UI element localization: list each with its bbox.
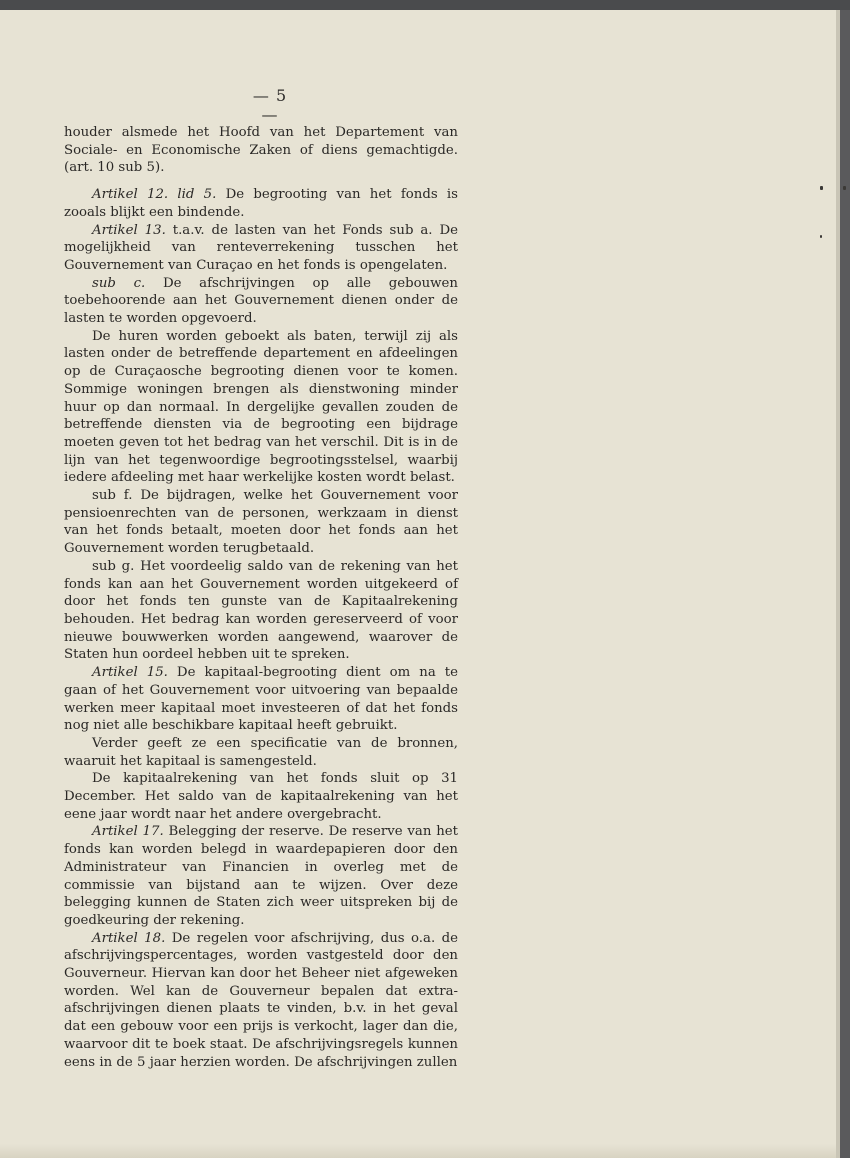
- paragraph: Artikel 13. t.a.v. de lasten van het Fonds sub a. De mogelijkheid van renteverrekening tusschen het Gouvernement van Curaçao en het fonds is opengelaten.: [64, 222, 458, 273]
- paragraph: De huren worden geboekt als baten, terwijl zij als lasten onder de betreffende departement en afdeelingen op de Curaçaosche begrooting dienen voor te komen. Sommige woningen brengen als dienstwoning minder huur op dan normaal. In dergelijke gevallen zouden de betreffende diensten via de begrooting een bijdrage moeten geven tot het bedrag van het verschil. Dit is in de lijn van het tegenwoordige begrootingsstelsel, waarbij iedere afdeeling met haar werkelijke kosten wordt belast.: [64, 328, 458, 486]
- paragraph: sub g. Het voordeelig saldo van de rekening van het fonds kan aan het Gouvernement worden uitgekeerd of door het fonds ten gunste van de Kapitaalrekening behouden. Het bedrag kan worden gereserveerd of voor nieuwe bouwwerken worden aangewend, waarover de Staten hun oordeel hebben uit te spreken.: [64, 558, 458, 663]
- paragraph: houder alsmede het Hoofd van het Departement van Sociale- en Economische Zaken of diens gemachtigde. (art. 10 sub 5).: [64, 125, 458, 176]
- article-heading: Artikel 12. lid 5.: [92, 187, 217, 203]
- scan-speck: [820, 186, 823, 190]
- paragraph: sub c. De afschrijvingen op alle gebouwen toebehoorende aan het Gouvernement dienen onder de lasten te worden opgevoerd.: [64, 275, 458, 327]
- article-heading: Artikel 15.: [92, 665, 168, 681]
- paragraph: De kapitaalrekening van het fonds sluit op 31 December. Het saldo van de kapitaalrekening van het eene jaar wordt naar het andere overgebracht.: [64, 771, 458, 822]
- article-heading: Artikel 18.: [92, 930, 166, 946]
- page-bottom-shade: [0, 1144, 836, 1158]
- scan-speck: [820, 235, 822, 238]
- paragraph: Artikel 12. lid 5. De begrooting van het fonds is zooals blijkt een bindende.: [64, 187, 458, 220]
- paragraph: Artikel 18. De regelen voor afschrijving, dus o.a. de afschrijvingspercentages, worden vastgesteld door den Gouverneur. Hiervan kan door het Beheer niet afgeweken worden. Wel kan de Gouverneur bepalen dat extra-afschrijvingen dienen plaats te vinden, b.v. in het geval dat een gebouw voor een prijs is verkocht, lager dan die, waarvoor dit te boek staat. De afschrijvingsregels kunnen eens in de 5 jaar herzien worden. De afschrijvingen zullen: [64, 930, 459, 1070]
- scan-edge-highlight: [836, 10, 840, 1158]
- scan-speck: [843, 186, 846, 190]
- article-heading: Artikel 17.: [92, 824, 164, 840]
- page-number: — 5 —: [252, 86, 288, 124]
- paragraph: Artikel 15. De kapitaal-begrooting dient om na te gaan of het Gouvernement voor uitvoering van bepaalde werken meer kapitaal moet investeeren of dat het fonds nog niet alle beschikbare kapitaal heeft gebruikt.: [64, 665, 459, 734]
- paragraph: Artikel 17. Belegging der reserve. De reserve van het fonds kan worden belegd in waardepapieren door den Administrateur van Financien in overleg met de commissie van bijstand aan te wijzen. Over deze belegging kunnen de Staten zich weer uitspreken bij de goedkeuring der rekening.: [64, 824, 458, 928]
- sub-heading: sub c.: [92, 275, 146, 291]
- body-text: [64, 124, 458, 1071]
- paragraph: sub f. De bijdragen, welke het Gouvernement voor pensioenrechten van de personen, werkzaam in dienst van het fonds betaalt, moeten door het fonds aan het Gouvernement worden terugbetaald.: [64, 488, 458, 557]
- article-heading: Artikel 13.: [92, 222, 166, 238]
- paragraph: Verder geeft ze een specificatie van de bronnen, waaruit het kapitaal is samengesteld.: [64, 735, 458, 769]
